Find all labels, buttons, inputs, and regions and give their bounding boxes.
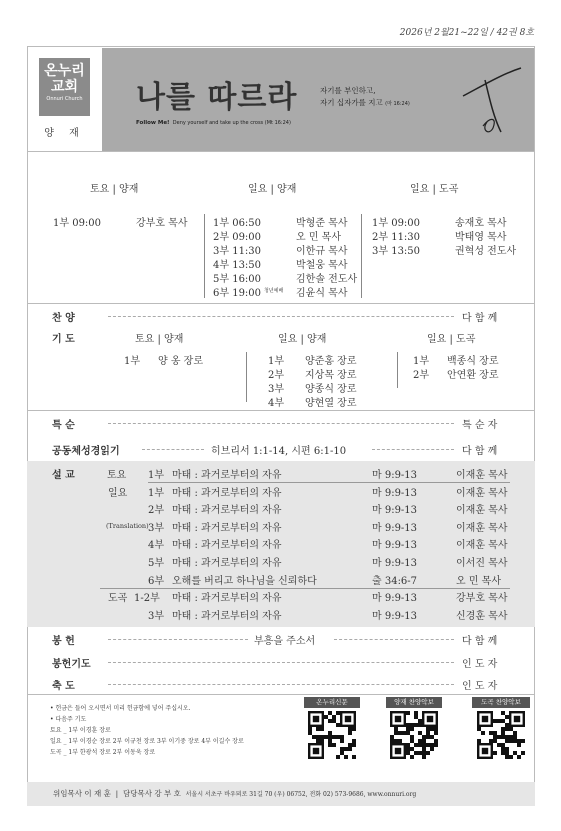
church-logo	[39, 58, 90, 116]
sermon-title: 마태 : 과거로부터의 자유	[172, 505, 282, 517]
sun-dogok-leader: 권혁성 전도사	[455, 246, 517, 257]
hymn-label: 찬 양	[52, 313, 75, 324]
prayer-header-sunday-dogok: 일요 | 도곡	[427, 334, 476, 345]
offering-leader-left	[108, 639, 248, 640]
sermon-group-label: (Translation)	[106, 521, 149, 530]
prayer-label: 기 도	[52, 334, 75, 345]
prayer-divider-1	[246, 352, 247, 402]
prayer-dogok-part: 1부	[413, 356, 430, 367]
header-divider	[27, 151, 535, 152]
qr-code-newspaper[interactable]	[308, 711, 356, 759]
sermon-title: 오해를 버리고 하나님을 신뢰하다	[172, 575, 317, 587]
sermon-preacher: 신경훈 목사	[456, 610, 508, 622]
blessing-leader	[108, 684, 454, 685]
sermon-group-divider	[100, 588, 510, 589]
sermon-scripture: 출 34:6-7	[372, 575, 418, 587]
sun-yangjae-time: 2부 09:00	[213, 232, 262, 243]
banner-title: 나를 따르라	[136, 80, 298, 115]
prayer-yangjae-name: 양준홍 장로	[305, 356, 357, 367]
note-next-sunday: 일요 _ 1부 이경순 장로 2부 이규천 장로 3부 이기중 장로 4부 이길수 장로	[50, 738, 244, 745]
sermon-part: 1부	[148, 470, 165, 481]
reading-leader-line-right	[372, 449, 454, 450]
offering-prayer-right: 인 도 자	[462, 659, 498, 670]
offering-text: 부흥을 주소서	[254, 636, 316, 647]
worship-divider-2	[361, 214, 362, 298]
sermon-part: 6부	[148, 575, 165, 587]
qr-label-dogok-sheet: 도곡 찬양악보	[472, 697, 530, 708]
sun-yangjae-note: 청년예배	[264, 288, 284, 294]
blessing-right: 인 도 자	[462, 681, 498, 692]
offering-right: 다 함 께	[462, 636, 498, 647]
logo-line-2: 교회	[50, 79, 79, 95]
sun-yangjae-leader: 박형준 목사	[296, 218, 348, 229]
prayer-yangjae-part: 1부	[268, 356, 285, 367]
reading-text: 히브리서 1:1-14, 시편 6:1-10	[211, 446, 347, 457]
sun-yangjae-time: 1부 06:50	[213, 218, 262, 229]
sermon-scripture: 마 9:9-13	[372, 540, 418, 552]
prayer-dogok-name: 백종식 장로	[447, 356, 499, 367]
prayer-yangjae-part: 3부	[268, 384, 285, 395]
qr-label-yangjae-sheet: 양재 찬양악보	[386, 697, 442, 708]
sun-yangjae-leader: 오 민 목사	[296, 232, 341, 243]
sun-dogok-time: 1부 09:00	[372, 218, 421, 229]
footer-pastor: 담당목사 강 부 호	[122, 789, 181, 798]
sermon-preacher: 이서진 목사	[456, 558, 508, 569]
sermon-scripture: 마 9:9-13	[372, 487, 418, 499]
sun-yangjae-leader: 김한솔 전도사	[296, 274, 358, 285]
offering-label: 봉 헌	[52, 636, 75, 647]
sun-dogok-leader: 송재호 목사	[455, 218, 507, 229]
sermon-preacher: 강부호 목사	[456, 593, 508, 605]
prayer-yangjae-name: 양종식 장로	[305, 384, 357, 395]
footer-senior-pastor: 위임목사 이 재 훈	[53, 789, 111, 798]
sermon-title: 마태 : 과거로부터의 자유	[172, 470, 282, 481]
worship-header-sunday-dogok: 일요 | 도곡	[410, 184, 459, 195]
sermon-part: 1부	[148, 487, 165, 499]
sermon-preacher: 이재훈 목사	[456, 487, 508, 499]
sat-worship-time: 1부 09:00	[53, 218, 102, 229]
prayer-yangjae-name: 지상목 장로	[305, 370, 357, 381]
banner-subtitle-1: 자기를 부인하고,	[320, 86, 376, 95]
notes-divider	[27, 694, 535, 695]
announcements	[50, 703, 244, 758]
theme-banner	[102, 48, 534, 151]
sermon-scripture: 마 9:9-13	[372, 593, 418, 605]
sermon-preacher: 이재훈 목사	[456, 540, 508, 552]
sermon-preacher: 이재훈 목사	[456, 522, 508, 534]
sun-yangjae-leader: 김윤식 목사	[296, 288, 348, 299]
banner-follow-text: Follow Me! Deny yourself and take up the cross (Mt 16:24)	[136, 120, 291, 126]
prayer-header-saturday: 토요 | 양재	[135, 334, 184, 345]
sermon-scripture: 마 9:9-13	[372, 505, 418, 517]
sermon-scripture: 마 9:9-13	[372, 558, 418, 569]
offering-prayer-label: 봉헌기도	[52, 659, 91, 670]
reading-leader-line-left	[142, 449, 204, 450]
note-next-prayer: • 다음주 기도	[50, 716, 87, 723]
special-right: 특 순 자	[462, 420, 498, 431]
campus-name: 양 재	[44, 128, 85, 139]
footer-bar	[27, 782, 535, 806]
sermon-part: 3부	[148, 610, 165, 622]
offering-prayer-leader	[108, 662, 454, 663]
sermon-scripture: 마 9:9-13	[372, 522, 418, 534]
sun-yangjae-leader: 박철웅 목사	[296, 260, 348, 271]
sun-dogok-leader: 박태영 목사	[455, 232, 507, 243]
worship-divider-1	[204, 214, 205, 298]
sermon-part: 2부	[148, 505, 165, 517]
prayer-yangjae-part: 4부	[268, 398, 285, 409]
sermon-group-label: 도곡	[108, 593, 128, 605]
sermon-group-label: 토요	[107, 470, 127, 481]
prayer-sat-name: 양 옹 장로	[158, 356, 203, 367]
offering-leader-right	[334, 639, 454, 640]
sermon-part: 4부	[148, 540, 165, 552]
sun-yangjae-leader: 이한규 목사	[296, 246, 348, 257]
note-next-saturday: 토요 _ 1부 이경훈 장로	[50, 727, 111, 734]
sermon-part: 5부	[148, 558, 165, 569]
sermon-label: 설 교	[52, 470, 75, 481]
sermon-scripture: 마 9:9-13	[372, 470, 418, 481]
cross-line-art-icon	[457, 66, 527, 136]
sermon-title: 마태 : 과거로부터의 자유	[172, 610, 282, 622]
sermon-preacher: 이재훈 목사	[456, 470, 508, 481]
hymn-divider	[27, 303, 535, 304]
note-offering: • 헌금은 들어 오시면서 미리 헌금함에 넣어 주십시오.	[50, 705, 191, 712]
footer-address: 서울시 서초구 바우뫼로 31길 70 (우) 06752, 전화 02) 573-9686, www.onnuri.org	[185, 791, 417, 798]
special-label: 특 순	[52, 420, 75, 431]
reading-right: 다 함 께	[462, 446, 498, 457]
sun-yangjae-time: 5부 16:00	[213, 274, 262, 285]
sun-yangjae-time: 4부 13:50	[213, 260, 262, 271]
bulletin-frame	[27, 46, 535, 806]
special-divider	[27, 410, 535, 411]
sermon-part: 3부	[148, 522, 165, 534]
hymn-leader-line	[108, 316, 454, 317]
footer-separator: |	[115, 789, 119, 798]
sermon-group-divider	[148, 482, 510, 483]
sermon-preacher: 이재훈 목사	[456, 505, 508, 517]
sermon-scripture: 마 9:9-13	[372, 610, 418, 622]
logo-line-1: 온누리	[44, 63, 85, 79]
sermon-title: 마태 : 과거로부터의 자유	[172, 487, 282, 499]
prayer-sat-part: 1부	[124, 356, 141, 367]
note-next-dogok: 도곡 _ 1부 한광석 장로 2부 이동욱 장로	[50, 749, 156, 756]
prayer-dogok-name: 안연환 장로	[447, 370, 499, 381]
sermon-title: 마태 : 과거로부터의 자유	[172, 522, 282, 534]
blessing-label: 축 도	[52, 681, 75, 692]
prayer-yangjae-name: 양현열 장로	[305, 398, 357, 409]
sermon-group-label: 일요	[108, 487, 128, 499]
sat-worship-leader: 강부호 목사	[136, 218, 188, 229]
sermon-title: 마태 : 과거로부터의 자유	[172, 558, 282, 569]
worship-header-saturday: 토요 | 양재	[90, 184, 139, 195]
prayer-dogok-part: 2부	[413, 370, 430, 381]
qr-code-dogok-sheet[interactable]	[477, 711, 525, 759]
logo-line-3: Onnuri Church	[46, 96, 83, 102]
qr-label-newspaper: 온누리신문	[304, 697, 360, 708]
prayer-header-sunday-yangjae: 일요 | 양재	[278, 334, 327, 345]
prayer-divider-2	[397, 352, 398, 388]
hymn-right: 다 함 께	[462, 313, 498, 324]
sermon-title: 마태 : 과거로부터의 자유	[172, 593, 282, 605]
sermon-preacher: 오 민 목사	[456, 575, 501, 587]
worship-header-sunday-yangjae: 일요 | 양재	[248, 184, 297, 195]
issue-dateline: 2026년 2월21~22일 / 42권 8호	[399, 28, 534, 38]
sun-yangjae-time: 3부 11:30	[213, 246, 262, 257]
special-leader-line	[108, 423, 454, 424]
banner-subtitle-2: 자기 십자가를 지고 (마 16:24)	[320, 98, 410, 107]
sermon-title: 마태 : 과거로부터의 자유	[172, 540, 282, 552]
sun-dogok-time: 3부 13:50	[372, 246, 421, 257]
reading-label: 공동체성경읽기	[52, 446, 120, 457]
sun-dogok-time: 2부 11:30	[372, 232, 421, 243]
sun-yangjae-time: 6부 19:00	[213, 288, 262, 299]
qr-code-yangjae-sheet[interactable]	[390, 711, 438, 759]
sermon-part: 1-2부	[134, 593, 160, 605]
prayer-yangjae-part: 2부	[268, 370, 285, 381]
